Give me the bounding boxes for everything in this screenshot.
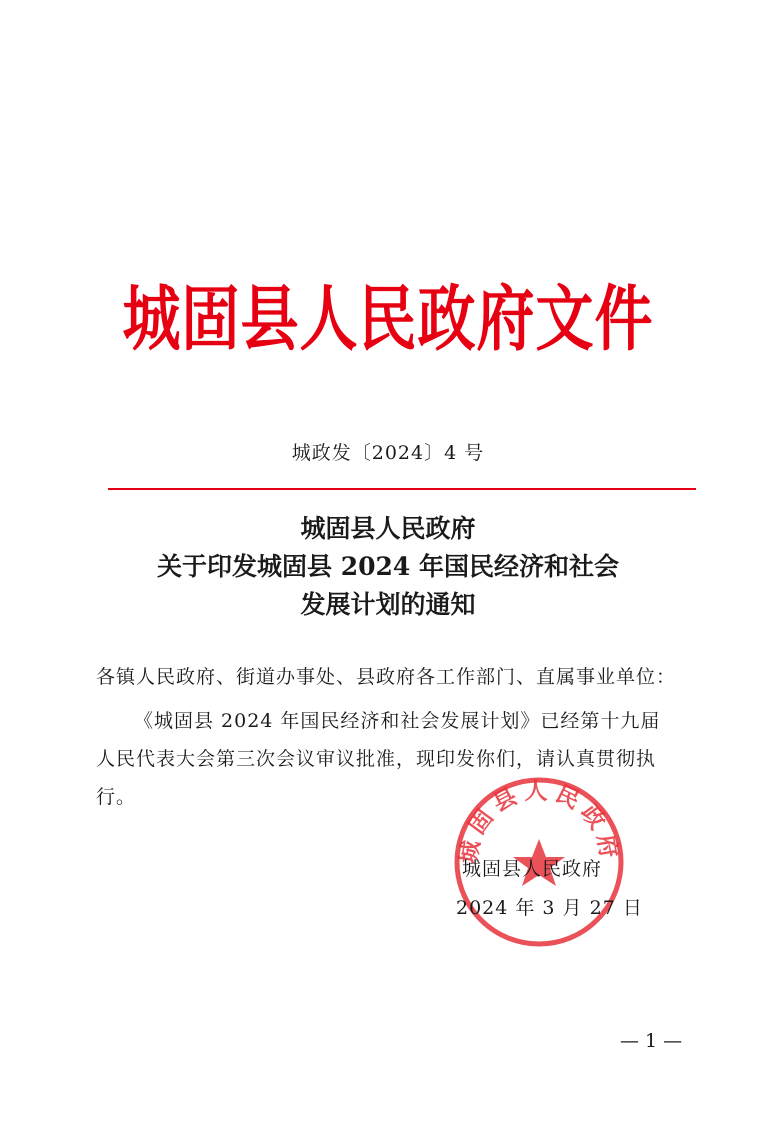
- seal-text: 城固县人民政府: [455, 778, 623, 866]
- salutation: 各镇人民政府、街道办事处、县政府各工作部门、直属事业单位：: [96, 666, 677, 688]
- page-number: — 1 —: [620, 1030, 683, 1052]
- document-title: [0, 510, 776, 624]
- masthead-title: 城固县人民政府文件: [122, 277, 654, 361]
- title-line-1: 城固县人民政府: [300, 514, 476, 543]
- signature-issuer: 城固县人民政府: [462, 858, 603, 880]
- title-line-2: 关于印发城固县 2024 年国民经济和社会: [157, 552, 619, 581]
- issue-date: 2024 年 3 月 27 日: [456, 897, 643, 919]
- document-number: 城政发〔2024〕4 号: [291, 442, 485, 464]
- red-divider-line: [108, 488, 696, 490]
- body-line-3: 行。: [96, 786, 137, 808]
- body-line-2: 人民代表大会第三次会议审议批准，现印发你们，请认真贯彻执: [96, 748, 657, 770]
- title-line-3: 发展计划的通知: [300, 590, 476, 619]
- body-line-1: 《城固县 2024 年国民经济和社会发展计划》已经第十九届: [134, 710, 661, 732]
